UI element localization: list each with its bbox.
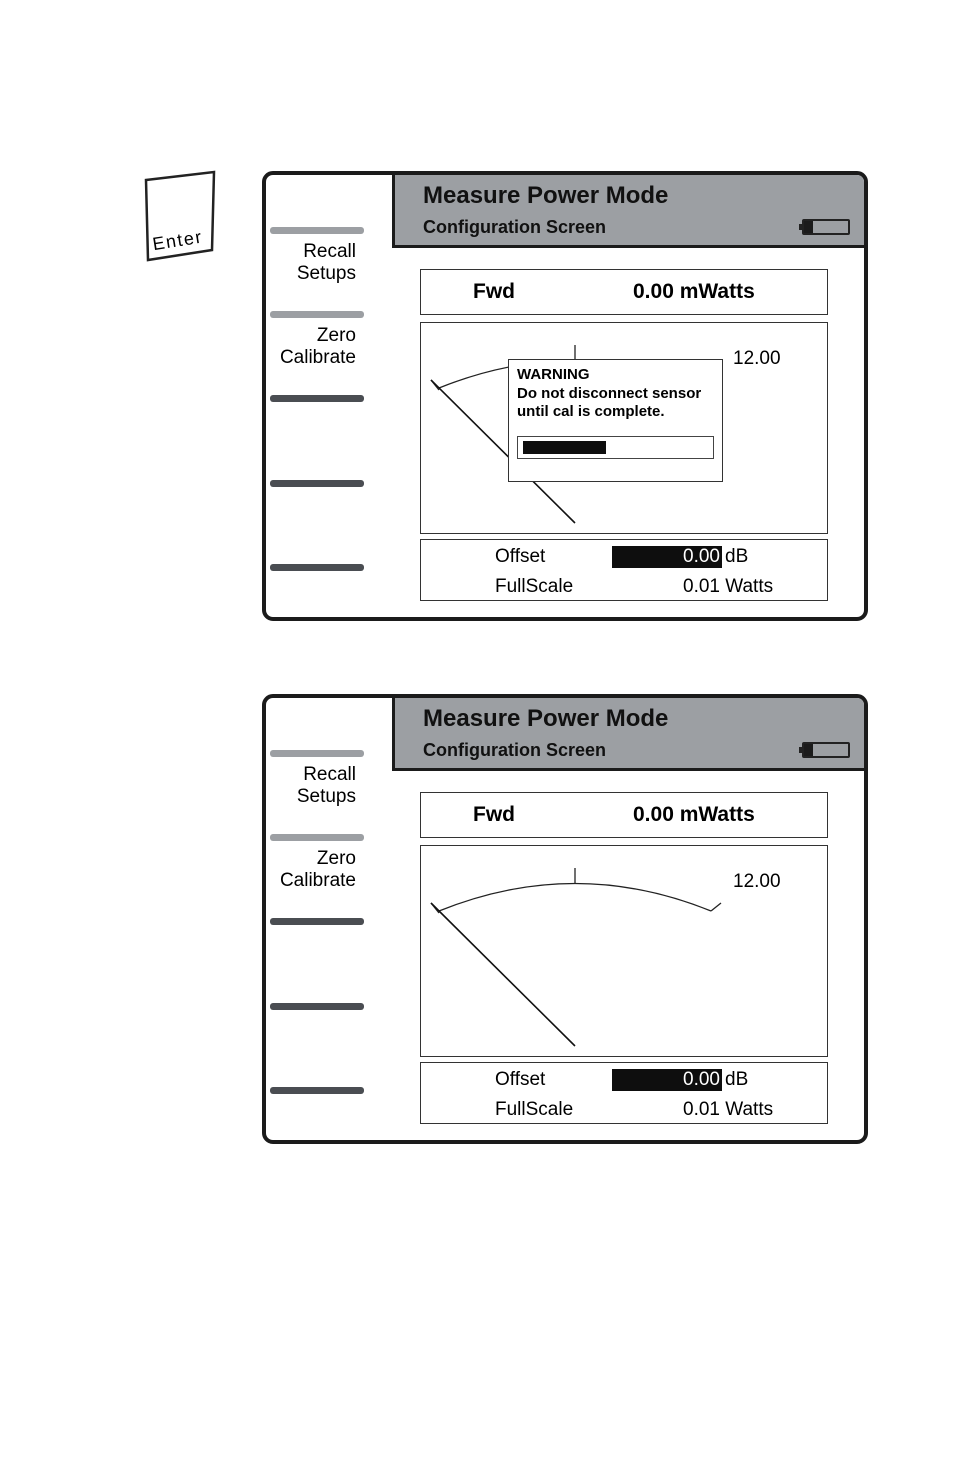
screen-subtitle: Configuration Screen <box>423 217 607 237</box>
softkey-3[interactable] <box>270 918 364 925</box>
softkey-3[interactable] <box>270 395 364 402</box>
softkey-1[interactable] <box>270 750 364 757</box>
softkey-5[interactable] <box>270 564 364 571</box>
softkey-zero-calibrate-label: Zero Calibrate <box>279 325 356 368</box>
enter-key[interactable] <box>140 168 224 264</box>
softkey-4[interactable] <box>270 480 364 487</box>
power-reading-box <box>420 269 828 315</box>
reading-value: 0.00 mWatts <box>633 280 755 303</box>
screen-header <box>392 698 864 771</box>
warning-line-1: Do not disconnect sensor <box>517 385 702 402</box>
reading-label: Fwd <box>473 280 515 303</box>
fullscale-label: FullScale <box>495 1099 574 1120</box>
reading-value: 0.00 mWatts <box>633 803 755 826</box>
battery-icon <box>802 219 850 235</box>
screen-title: Measure Power Mode <box>423 182 669 209</box>
softkey-4[interactable] <box>270 1003 364 1010</box>
screen-title: Measure Power Mode <box>423 705 669 732</box>
reading-label: Fwd <box>473 803 515 826</box>
softkey-zero-calibrate-label: Zero Calibrate <box>279 848 356 891</box>
offset-value-field[interactable]: 0.00 <box>612 1069 722 1091</box>
offset-unit: dB <box>725 1069 749 1090</box>
warning-line-2: until cal is complete. <box>517 403 665 420</box>
power-reading-box <box>420 792 828 838</box>
offset-unit: dB <box>725 546 749 567</box>
offset-label: Offset <box>495 546 546 567</box>
softkey-2[interactable] <box>270 834 364 841</box>
softkey-recall-setups-label: Recall Setups <box>296 241 356 284</box>
warning-dialog <box>508 359 723 482</box>
settings-panel <box>420 1062 828 1124</box>
softkey-5[interactable] <box>270 1087 364 1094</box>
fullscale-label: FullScale <box>495 576 574 597</box>
softkey-1[interactable] <box>270 227 364 234</box>
softkey-recall-setups-label: Recall Setups <box>296 764 356 807</box>
settings-panel <box>420 539 828 601</box>
battery-icon <box>802 742 850 758</box>
fullscale-value: 0.01 Watts <box>683 1099 774 1120</box>
softkey-2[interactable] <box>270 311 364 318</box>
offset-label: Offset <box>495 1069 546 1090</box>
offset-value-field[interactable]: 0.00 <box>612 546 722 568</box>
progress-fill <box>523 441 606 454</box>
meter-scale-max: 12.00 <box>733 348 781 369</box>
config-screen-calibrating <box>262 171 868 621</box>
meter-scale-max: 12.00 <box>733 871 781 892</box>
screen-header <box>392 175 864 248</box>
enter-key-label: Enter <box>151 226 205 255</box>
config-screen <box>262 694 868 1144</box>
analog-meter <box>420 322 828 534</box>
screen-subtitle: Configuration Screen <box>423 740 607 760</box>
meter-needle <box>431 903 575 1046</box>
calibration-progress-bar <box>517 436 714 459</box>
analog-meter <box>420 845 828 1057</box>
warning-title: WARNING <box>517 366 590 383</box>
fullscale-value: 0.01 Watts <box>683 576 774 597</box>
